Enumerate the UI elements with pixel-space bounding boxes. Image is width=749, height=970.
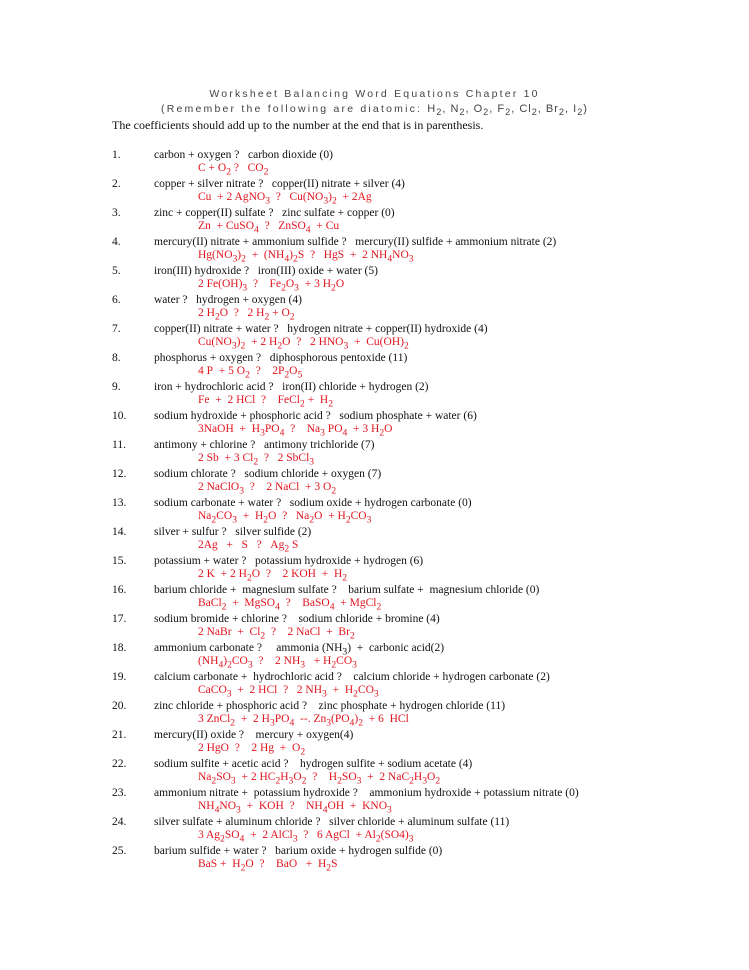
- problem-number: 21.: [112, 729, 127, 741]
- problem-item: [0, 293, 749, 322]
- problem-number: 3.: [112, 207, 121, 219]
- problem-number: 1.: [112, 149, 121, 161]
- balanced-equation: $Na_2SO_3 + 2$ $HC_2H_3O_2$ ? $H_2SO_3 + 2$ $NaC_2H_3O_2$: [198, 771, 441, 787]
- problem-number: 19.: [112, 671, 127, 683]
- word-equation: barium chloride + magnesium sulfate ? barium sulfate + magnesium chloride (0): [154, 584, 540, 596]
- problem-number: 12.: [112, 468, 127, 480]
- balanced-equation: 2 $H_2O$ ? 2 $H_2 + O_2$: [198, 307, 295, 323]
- balanced-equation: 2 $Fe(OH)_3$ ? $Fe_2O_3 + 3$ $H_2O$: [198, 278, 345, 294]
- problem-item: [0, 177, 749, 206]
- word-equation: water ? hydrogen + oxygen (4): [154, 294, 302, 306]
- problem-item: [0, 409, 749, 438]
- problem-item: [0, 438, 749, 467]
- balanced-equation: 4 P + 5 $O_2$ ? $2P_2O_5$: [198, 365, 303, 381]
- problem-number: 11.: [112, 439, 126, 451]
- word-equation: potassium + water ? potassium hydroxide + hydrogen (6): [154, 555, 424, 567]
- problem-number: 14.: [112, 526, 127, 538]
- balanced-equation: $Na_2CO_3 + H_2O$ ? $Na_2O + H_2CO_3$: [198, 510, 372, 526]
- problem-item: [0, 235, 749, 264]
- problem-item: [0, 264, 749, 293]
- problem-item: [0, 844, 749, 873]
- problem-number: 10.: [112, 410, 127, 422]
- problem-number: 13.: [112, 497, 127, 509]
- problem-number: 6.: [112, 294, 121, 306]
- balanced-equation: $NH_4NO_3$ + KOH ? $NH_4OH + KNO_3$: [198, 800, 392, 816]
- problem-number: 7.: [112, 323, 121, 335]
- problem-item: [0, 496, 749, 525]
- word-equation: ammonium carbonate ? ammonia $(NH_3)$ + carbonic acid(2): [154, 642, 445, 658]
- problem-item: [0, 612, 749, 641]
- problem-item: [0, 148, 749, 177]
- problem-number: 9.: [112, 381, 121, 393]
- problem-number: 24.: [112, 816, 127, 828]
- word-equation: carbon + oxygen ? carbon dioxide (0): [154, 149, 333, 161]
- balanced-equation: $C + O_2$ ? $CO_2$: [198, 162, 269, 178]
- balanced-equation: 3 ZnCl$_2$ + 2 $H_3PO_4$ --. $Zn_3(PO_4)_2 + 6$ HCl: [198, 713, 409, 729]
- problem-item: [0, 525, 749, 554]
- problem-number: 8.: [112, 352, 121, 364]
- balanced-equation: 3NaOH + $H_3PO_4$ ? $Na_3$ $PO_4 + 3$ $H_2O$: [198, 423, 393, 439]
- instructions: The coefficients should add up to the number at the end that is in parenthesis.: [112, 118, 484, 132]
- problem-item: [0, 670, 749, 699]
- diatomic-list: $H_2$, $N_2$, $O_2$, $F_2$, $Cl_2$, $Br_2$, $I_2$): [427, 103, 588, 118]
- word-equation: phosphorus + oxygen ? diphosphorous pentoxide (11): [154, 352, 408, 364]
- problem-number: 22.: [112, 758, 127, 770]
- problem-number: 17.: [112, 613, 127, 625]
- problem-number: 25.: [112, 845, 127, 857]
- balanced-equation: 3 $Ag_2SO_4 + 2$ AlCl$_3$ ? 6 AgCl + $Al_2(SO4)_3$: [198, 829, 414, 845]
- balanced-equation: $Cu(NO_3)_2 + 2$ $H_2O$ ? 2 $HNO_3 + Cu(OH)_2$: [198, 336, 409, 352]
- word-equation: iron + hydrochloric acid ? iron(II) chloride + hydrogen (2): [154, 381, 429, 393]
- balanced-equation: Fe + 2 HCl ? FeCl$_2$ + $H_2$: [198, 394, 334, 410]
- word-equation: sodium hydroxide + phosphoric acid ? sodium phosphate + water (6): [154, 410, 477, 422]
- balanced-equation: Zn + CuSO$_4$ ? ZnSO$_4$ + Cu: [198, 220, 340, 236]
- balanced-equation: 2Ag + S ? $Ag_2$ S: [198, 539, 299, 555]
- problem-list: [0, 148, 749, 873]
- problem-item: [0, 699, 749, 728]
- problem-item: [0, 728, 749, 757]
- word-equation: sodium sulfite + acetic acid ? hydrogen sulfite + sodium acetate (4): [154, 758, 473, 770]
- word-equation: silver + sulfur ? silver sulfide (2): [154, 526, 312, 538]
- word-equation: sodium bromide + chlorine ? sodium chloride + bromine (4): [154, 613, 440, 625]
- problem-item: [0, 351, 749, 380]
- word-equation: mercury(II) oxide ? mercury + oxygen(4): [154, 729, 354, 741]
- problem-number: 23.: [112, 787, 127, 799]
- problem-number: 2.: [112, 178, 121, 190]
- diatomic-note: [0, 103, 749, 117]
- problem-item: [0, 467, 749, 496]
- problem-item: [0, 815, 749, 844]
- problem-item: [0, 554, 749, 583]
- balanced-equation: BaS + $H_2O$ ? BaO + $H_2S$: [198, 858, 338, 874]
- word-equation: antimony + chlorine ? antimony trichloride (7): [154, 439, 375, 451]
- word-equation: barium sulfide + water ? barium oxide + hydrogen sulfide (0): [154, 845, 443, 857]
- balanced-equation: CaCO$_3$ + 2 HCl ? 2 $NH_3 + H_2CO_3$: [198, 684, 379, 700]
- balanced-equation: 2 NaClO$_3$ ? 2 NaCl + 3 $O_2$: [198, 481, 337, 497]
- word-equation: copper(II) nitrate + water ? hydrogen nitrate + copper(II) hydroxide (4): [154, 323, 488, 335]
- problem-number: 16.: [112, 584, 127, 596]
- problem-item: [0, 380, 749, 409]
- balanced-equation: $(NH_4)_2CO_3$ ? 2 $NH_3 + H_2CO_3$: [198, 655, 357, 671]
- problem-number: 20.: [112, 700, 127, 712]
- problem-item: [0, 757, 749, 786]
- word-equation: iron(III) hydroxide ? iron(III) oxide + water (5): [154, 265, 378, 277]
- worksheet-title: Worksheet Balancing Word Equations Chapter 10: [209, 88, 540, 100]
- balanced-equation: 2 K + 2 $H_2O$ ? 2 KOH + $H_2$: [198, 568, 348, 584]
- balanced-equation: BaCl$_2$ + MgSO$_4$ ? BaSO$_4$ + MgCl$_2$: [198, 597, 382, 613]
- balanced-equation: 2 Sb + 3 $Cl_2$ ? 2 SbCl$_3$: [198, 452, 315, 468]
- problem-number: 5.: [112, 265, 121, 277]
- balanced-equation: Cu + 2 AgNO$_3$ ? $Cu(NO_3)_2 + 2Ag$: [198, 191, 372, 207]
- problem-item: [0, 786, 749, 815]
- problem-number: 4.: [112, 236, 121, 248]
- word-equation: calcium carbonate + hydrochloric acid ? calcium chloride + hydrogen carbonate (2): [154, 671, 550, 683]
- problem-item: [0, 322, 749, 351]
- balanced-equation: 2 NaBr + $Cl_2$ ? 2 NaCl + $Br_2$: [198, 626, 355, 642]
- balanced-equation: 2 HgO ? 2 $Hg + O_2$: [198, 742, 306, 758]
- word-equation: mercury(II) nitrate + ammonium sulfide ? mercury(II) sulfide + ammonium nitrate (2): [154, 236, 557, 248]
- word-equation: zinc + copper(II) sulfate ? zinc sulfate + copper (0): [154, 207, 395, 219]
- problem-item: [0, 206, 749, 235]
- word-equation: sodium chlorate ? sodium chloride + oxygen (7): [154, 468, 382, 480]
- word-equation: zinc chloride + phosphoric acid ? zinc phosphate + hydrogen chloride (11): [154, 700, 506, 712]
- problem-number: 15.: [112, 555, 127, 567]
- diatomic-prefix: (Remember the following are diatomic:: [161, 103, 423, 115]
- word-equation: silver sulfate + aluminum chloride ? silver chloride + aluminum sulfate (11): [154, 816, 510, 828]
- word-equation: copper + silver nitrate ? copper(II) nitrate + silver (4): [154, 178, 405, 190]
- balanced-equation: $Hg(NO_3)_2 + (NH_4)_2S$ ? HgS + 2 $NH_4NO_3$: [198, 249, 414, 265]
- word-equation: ammonium nitrate + potassium hydroxide ? ammonium hydroxide + potassium nitrate (0): [154, 787, 579, 799]
- problem-item: [0, 583, 749, 612]
- problem-item: [0, 641, 749, 670]
- problem-number: 18.: [112, 642, 127, 654]
- word-equation: sodium carbonate + water ? sodium oxide + hydrogen carbonate (0): [154, 497, 472, 509]
